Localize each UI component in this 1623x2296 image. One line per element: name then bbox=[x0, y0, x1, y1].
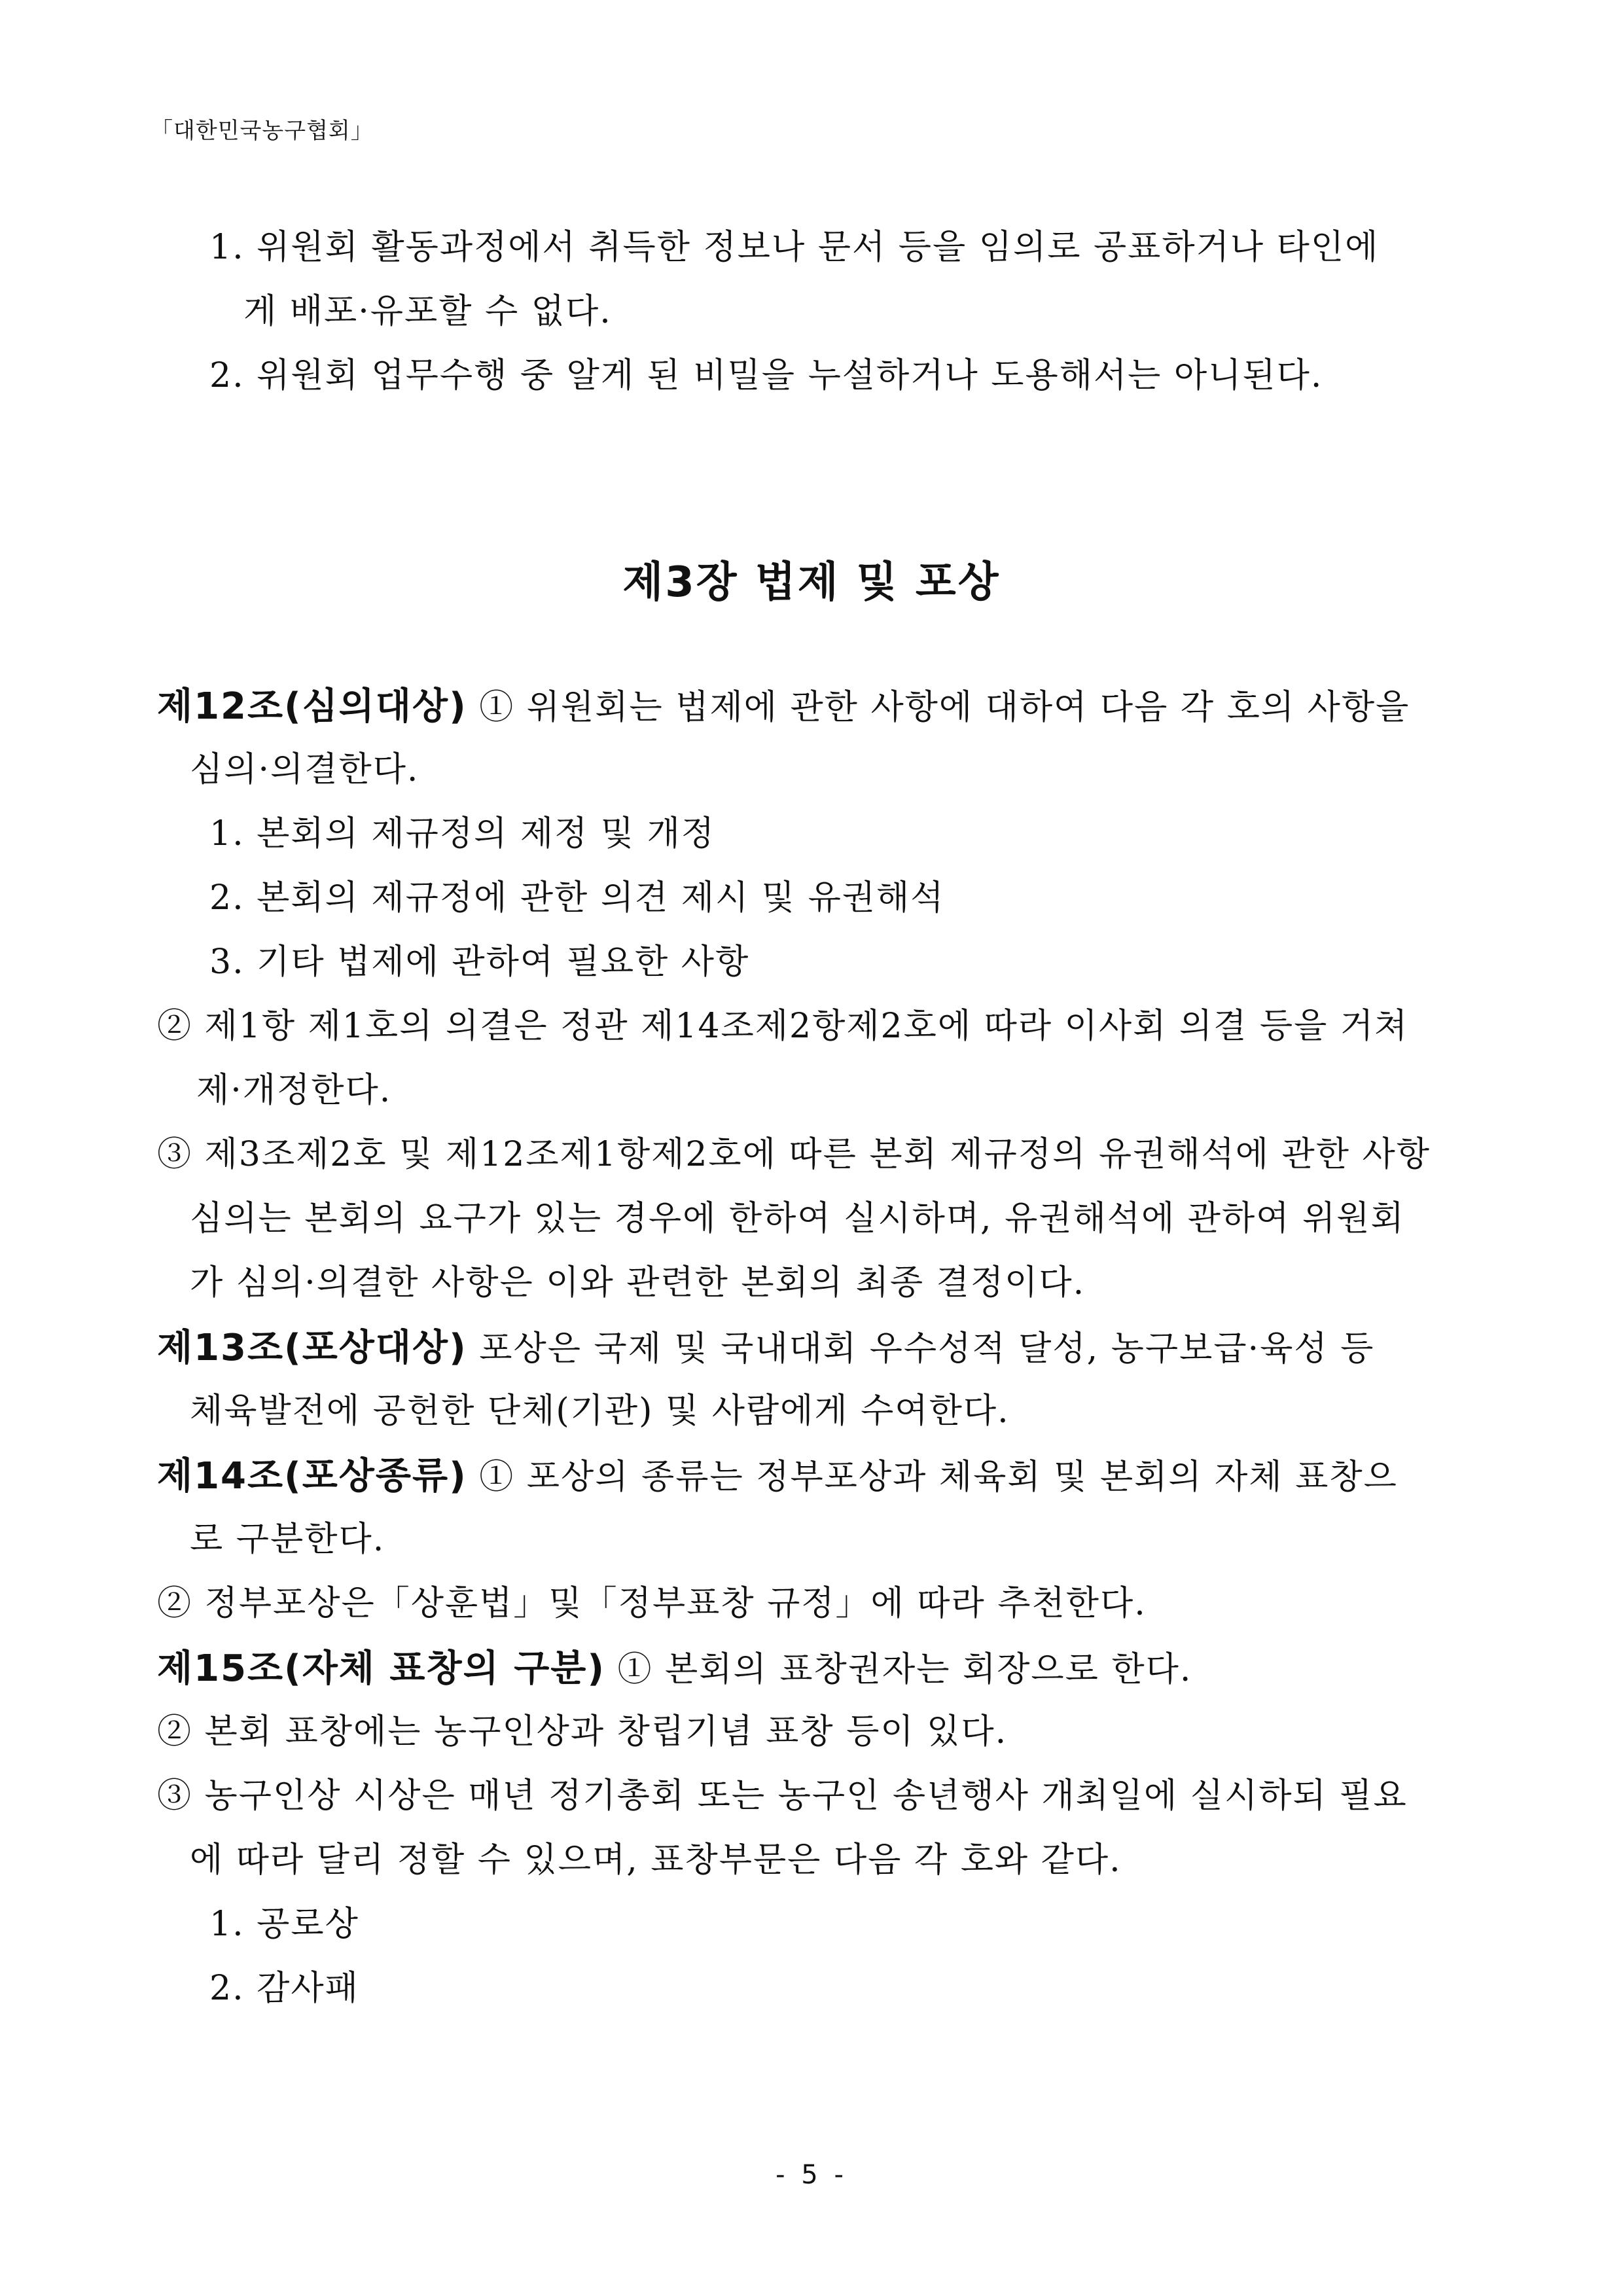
article-13-line bbox=[157, 1327, 1375, 1369]
article-12-paragraph-3-continuation: 심의는 본회의 요구가 있는 경우에 한하여 실시하며, 유권해석에 관하여 위원회 bbox=[190, 1199, 1405, 1238]
article-12-continuation: 심의·의결한다. bbox=[190, 750, 419, 789]
article-12-heading: 제12조(심의대상) bbox=[157, 685, 467, 728]
article-12-paragraph-3-continuation: 가 심의·의결한 사항은 이와 관련한 본회의 최종 결정이다. bbox=[190, 1263, 1086, 1302]
list-item: 1. 본회의 제규정의 제정 및 개정 bbox=[209, 814, 716, 853]
article-15-heading: 제15조(자체 표창의 구분) bbox=[157, 1647, 605, 1690]
document-header: 「대한민국농구협회」 bbox=[151, 118, 374, 144]
article-15-paragraph-3: ③ 농구인상 시상은 매년 정기총회 또는 농구인 송년행사 개최일에 실시하되 필요 bbox=[157, 1776, 1408, 1816]
article-13-text: 포상은 국제 및 국내대회 우수성적 달성, 농구보급·육성 등 bbox=[467, 1329, 1375, 1369]
article-14-heading: 제14조(포상종류) bbox=[157, 1455, 467, 1498]
article-15-paragraph-3-continuation: 에 따라 달리 정할 수 있으며, 표창부문은 다음 각 호와 같다. bbox=[190, 1840, 1122, 1880]
article-13-heading: 제13조(포상대상) bbox=[157, 1327, 467, 1369]
list-item-continuation: 게 배포·유포할 수 없다. bbox=[243, 292, 612, 331]
article-12-paragraph-3: ③ 제3조제2호 및 제12조제1항제2호에 따른 본회 제규정의 유권해석에 관한 사항 bbox=[157, 1135, 1431, 1174]
list-item: 1. 공로상 bbox=[209, 1905, 359, 1944]
article-15-paragraph-2: ② 본회 표창에는 농구인상과 창립기념 표창 등이 있다. bbox=[157, 1712, 1008, 1751]
page-number: - 5 - bbox=[776, 2160, 847, 2190]
list-item: 2. 본회의 제규정에 관한 의견 제시 및 유권해석 bbox=[209, 878, 945, 918]
article-12-line bbox=[157, 685, 1410, 728]
article-14-continuation: 로 구분한다. bbox=[190, 1520, 385, 1559]
article-15-text: ① 본회의 표창권자는 회장으로 한다. bbox=[605, 1650, 1192, 1689]
list-item: 3. 기타 법제에 관하여 필요한 사항 bbox=[209, 942, 750, 982]
article-14-line bbox=[157, 1455, 1398, 1498]
article-12-paragraph-2-continuation: 제·개정한다. bbox=[196, 1071, 392, 1110]
article-14-text: ① 포상의 종류는 정부포상과 체육회 및 본회의 자체 표창으 bbox=[467, 1458, 1398, 1497]
article-12-text: ① 위원회는 법제에 관한 사항에 대하여 다음 각 호의 사항을 bbox=[467, 688, 1410, 727]
list-item: 2. 감사패 bbox=[209, 1969, 359, 2008]
list-item: 1. 위원회 활동과정에서 취득한 정보나 문서 등을 임의로 공표하거나 타인에 bbox=[209, 228, 1380, 267]
article-13-continuation: 체육발전에 공헌한 단체(기관) 및 사람에게 수여한다. bbox=[190, 1391, 1010, 1431]
article-14-paragraph-2: ② 정부포상은「상훈법」및「정부표창 규정」에 따라 추천한다. bbox=[157, 1584, 1147, 1623]
article-15-line bbox=[157, 1647, 1192, 1690]
list-item: 2. 위원회 업무수행 중 알게 된 비밀을 누설하거나 도용해서는 아니된다. bbox=[209, 356, 1323, 395]
article-12-paragraph-2: ② 제1항 제1호의 의결은 정관 제14조제2항제2호에 따라 이사회 의결 등을 거쳐 bbox=[157, 1007, 1409, 1046]
chapter-title: 제3장 법제 및 포상 bbox=[622, 558, 1001, 607]
